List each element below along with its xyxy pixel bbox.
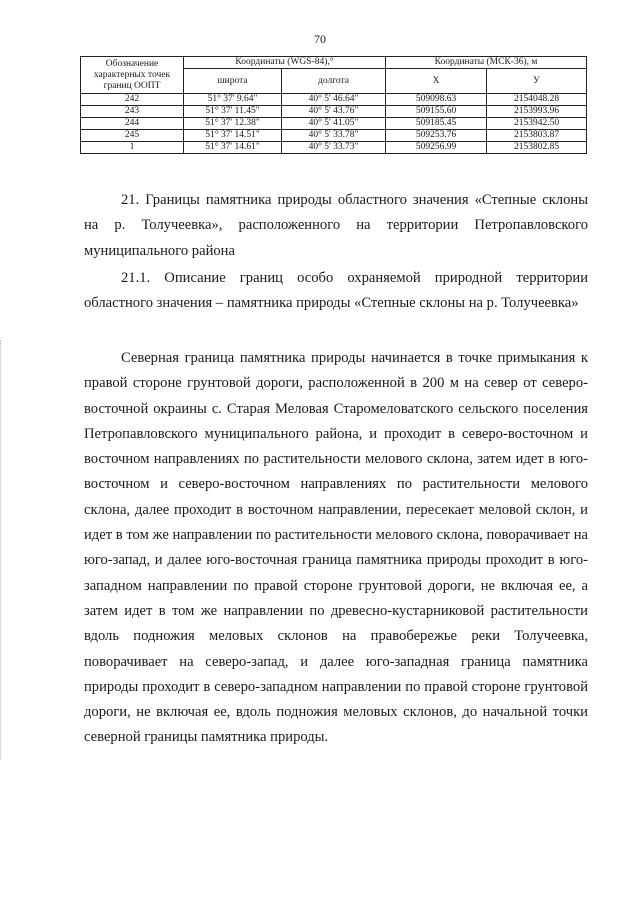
boundary-description-text: Северная граница памятника природы начинается в точке примыкания к правой стороне грунтовой дороги, расположенной в 200 м на север от северо-восточной окраины с. Старая Меловая Старомеловатского сельского поселения Петропавловского муниципального района, и проходит в северо-восточном и восточном направлениях по растительности мелового склона, затем идет в юго-восточном и северо-восточном направлениях по растительности мелового склона, далее проходит в восточном направлении, пересекает меловой склон, и идет в том же направлении по растительности мелового склона, поворачивает на юго-запад, и далее юго-восточная граница памятника природы проходит в юго-западном направлении по правой стороне грунтовой дороги, не включая ее, а затем идет в том же направлении по древесно-кустарниковой растительности вдоль подножия меловых склонов на правобережье реки Толучеевка, поворачивает на северо-запад, и далее юго-западная граница памятника природы проходит в северо-западном направлении по правой стороне грунтовой дороги, не включая ее, вдоль подножия меловых склонов, до начальной точки северной границы памятника природы. xyxy=(84,350,588,746)
section-21-1-text: 21.1. Описание границ особо охраняемой природной территории областного значения – памятника природы «Степные склоны на р. Толучеевка» xyxy=(84,270,588,312)
table-row xyxy=(81,142,587,154)
cell-longitude: 40° 5' 33.78" xyxy=(282,130,386,142)
cell-longitude: 40° 5' 43.76" xyxy=(282,106,386,118)
scan-edge-artifact xyxy=(0,340,3,760)
table-row xyxy=(81,130,587,142)
header-longitude: долгота xyxy=(282,69,386,94)
cell-point: 243 xyxy=(81,106,184,118)
header-x: X xyxy=(386,69,487,94)
cell-y: 2153803.87 xyxy=(487,130,587,142)
cell-longitude: 40° 5' 41.05" xyxy=(282,118,386,130)
table-row xyxy=(81,94,587,106)
cell-latitude: 51° 37' 11.45" xyxy=(184,106,282,118)
cell-y: 2153993.96 xyxy=(487,106,587,118)
header-point-designation: Обозначение характерных точек границ ООПТ xyxy=(81,57,184,94)
coordinates-table xyxy=(80,56,587,154)
boundary-description xyxy=(84,346,588,751)
header-latitude: широта xyxy=(184,69,282,94)
cell-point: 244 xyxy=(81,118,184,130)
section-21-heading xyxy=(84,188,588,264)
header-msk36-coordinates: Координаты (МСК-36), м xyxy=(386,57,587,69)
cell-x: 509185.45 xyxy=(386,118,487,130)
table-row xyxy=(81,106,587,118)
cell-point: 1 xyxy=(81,142,184,154)
section-21-text: 21. Границы памятника природы областного значения «Степные склоны на р. Толучеевка», расположенного на территории Петропавловского муниципального района xyxy=(84,192,588,259)
section-21-1-heading xyxy=(84,266,588,317)
cell-point: 242 xyxy=(81,94,184,106)
cell-longitude: 40° 5' 46.64" xyxy=(282,94,386,106)
cell-latitude: 51° 37' 12.38" xyxy=(184,118,282,130)
cell-latitude: 51° 37' 14.61" xyxy=(184,142,282,154)
cell-x: 509253.76 xyxy=(386,130,487,142)
cell-point: 245 xyxy=(81,130,184,142)
cell-longitude: 40° 5' 33.73" xyxy=(282,142,386,154)
cell-y: 2153942.50 xyxy=(487,118,587,130)
table-row xyxy=(81,118,587,130)
header-wgs84-coordinates: Координаты (WGS-84),° xyxy=(184,57,386,69)
cell-y: 2154048.28 xyxy=(487,94,587,106)
cell-x: 509155.60 xyxy=(386,106,487,118)
cell-latitude: 51° 37' 14.51" xyxy=(184,130,282,142)
header-y: У xyxy=(487,69,587,94)
cell-y: 2153802.85 xyxy=(487,142,587,154)
cell-latitude: 51° 37' 9.64" xyxy=(184,94,282,106)
page-number: 70 xyxy=(314,32,326,46)
cell-x: 509256.99 xyxy=(386,142,487,154)
cell-x: 509098.63 xyxy=(386,94,487,106)
